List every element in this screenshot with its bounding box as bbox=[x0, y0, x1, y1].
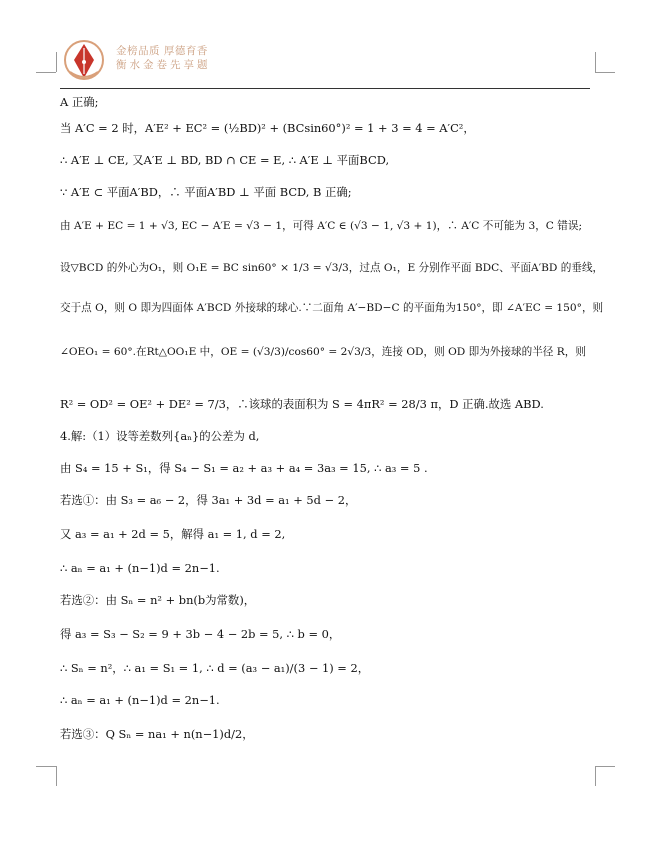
text-line: 若选③：Q Sₙ = na₁ + n(n−1)d/2， bbox=[60, 727, 254, 741]
text-line: ∠OEO₁ = 60°.在Rt△OO₁E 中，OE = (√3/3)/cos60° = 2√3/3，连接 OD，则 OD 即为外接球的半径 R，则 bbox=[60, 346, 586, 358]
text-line: ∴ aₙ = a₁ + (n−1)d = 2n−1. bbox=[60, 693, 220, 707]
text-line: 由 A′E + EC = 1 + √3, EC − A′E = √3 − 1，可得 A′C ∈ (√3 − 1, √3 + 1)，∴ A′C 不可能为 3，C 错误; bbox=[60, 220, 583, 232]
text-line: ∴ aₙ = a₁ + (n−1)d = 2n−1. bbox=[60, 561, 220, 575]
header-logo bbox=[62, 38, 252, 84]
logo-brand: 衡水金卷先享题 bbox=[116, 59, 211, 71]
text-line: 4.解:（1）设等差数列{aₙ}的公差为 d, bbox=[60, 429, 260, 443]
logo-slogan: 金榜品质 厚德育香 bbox=[116, 45, 208, 57]
text-line: 若选②：由 Sₙ = n² + bn(b为常数)， bbox=[60, 593, 256, 607]
text-line: ∴ A′E ⊥ CE, 又A′E ⊥ BD, BD ∩ CE = E, ∴ A′E ⊥ 平面BCD, bbox=[60, 153, 390, 167]
text-line: 由 S₄ = 15 + S₁，得 S₄ − S₁ = a₂ + a₃ + a₄ = 3a₃ = 15, ∴ a₃ = 5 . bbox=[60, 461, 428, 475]
pen-nib-logo-icon bbox=[62, 38, 110, 84]
text-line: 设▽BCD 的外心为O₁，则 O₁E = BC sin60° × 1/3 = √3/3，过点 O₁，E 分别作平面 BDC、平面A′BD 的垂线， bbox=[60, 262, 604, 274]
text-line: R² = OD² = OE² + DE² = 7/3，∴该球的表面积为 S = 4πR² = 28/3 π，D 正确.故选 ABD. bbox=[60, 397, 544, 411]
text-line: ∴ Sₙ = n²，∴ a₁ = S₁ = 1, ∴ d = (a₃ − a₁)/(3 − 1) = 2， bbox=[60, 661, 370, 675]
header-divider bbox=[60, 88, 590, 89]
text-line: 交于点 O，则 O 即为四面体 A′BCD 外接球的球心.∵二面角 A′−BD−C 的平面角为150°，即 ∠A′EC = 150°，则 bbox=[60, 302, 604, 314]
text-line: ∵ A′E ⊂ 平面A′BD，∴ 平面A′BD ⊥ 平面 BCD, B 正确; bbox=[60, 185, 352, 199]
text-line: A 正确; bbox=[60, 95, 99, 109]
text-line: 若选①：由 S₃ = a₆ − 2，得 3a₁ + 3d = a₁ + 5d − 2， bbox=[60, 493, 357, 507]
text-line: 当 A′C = 2 时，A′E² + EC² = (½BD)² + (BCsin60°)² = 1 + 3 = 4 = A′C²， bbox=[60, 121, 475, 135]
text-line: 得 a₃ = S₃ − S₂ = 9 + 3b − 4 − 2b = 5, ∴ b = 0， bbox=[60, 627, 341, 641]
text-line: 又 a₃ = a₁ + 2d = 5，解得 a₁ = 1, d = 2, bbox=[60, 527, 286, 541]
